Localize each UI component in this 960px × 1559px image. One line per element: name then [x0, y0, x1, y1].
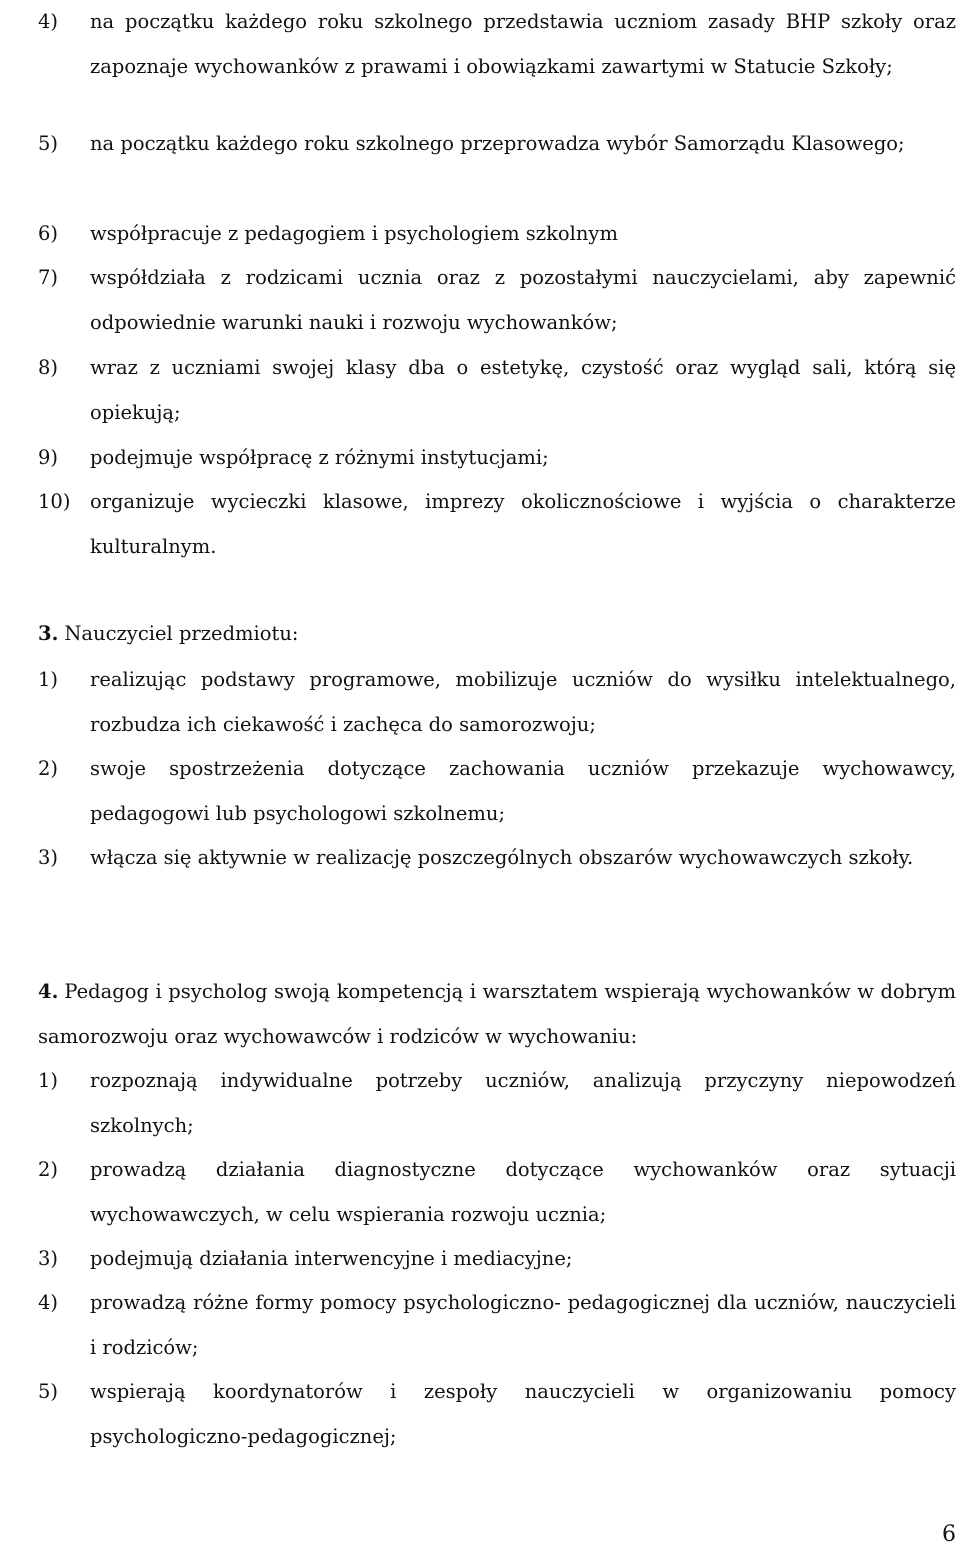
list-item-number: 3)	[38, 1247, 59, 1270]
list-item-text: realizując podstawy programowe, mobilizuje uczniów do wysiłku intelektualnego, rozbudza ich ciekawość i zachęca do samorozwoju;	[90, 668, 956, 736]
list-item-text: wraz z uczniami swojej klasy dba o estetykę, czystość oraz wygląd sali, którą się opiekują;	[90, 356, 956, 424]
list-item-text: podejmuje współpracę z różnymi instytucjami;	[90, 446, 549, 469]
list-item-number: 2)	[38, 757, 59, 780]
section-heading-text: Nauczyciel przedmiotu:	[64, 622, 299, 645]
list-item-text: podejmują działania interwencyjne i mediacyjne;	[90, 1247, 573, 1270]
list-item-number: 1)	[38, 668, 59, 691]
list-item	[38, 1059, 956, 1148]
list-item	[38, 212, 956, 257]
list-item	[38, 1237, 956, 1282]
list-item-text: współdziała z rodzicami ucznia oraz z pozostałymi nauczycielami, aby zapewnić odpowiednie warunki nauki i rozwoju wychowanków;	[90, 266, 956, 334]
list-item-number: 3)	[38, 846, 59, 869]
list-item	[38, 256, 956, 345]
list-item	[38, 658, 956, 747]
section-number: 3.	[38, 622, 59, 645]
list-item-text: prowadzą różne formy pomocy psychologiczno- pedagogicznej dla uczniów, nauczycieli i rodziców;	[90, 1291, 956, 1359]
section-heading-4	[38, 970, 956, 1059]
list-item	[38, 747, 956, 836]
list-item-number: 1)	[38, 1069, 59, 1092]
list-item-text: prowadzą działania diagnostyczne dotyczące wychowanków oraz sytuacji wychowawczych, w celu wspierania rozwoju ucznia;	[90, 1158, 956, 1226]
list-item-text: organizuje wycieczki klasowe, imprezy okolicznościowe i wyjścia o charakterze kulturalnym.	[90, 490, 956, 558]
list-item-number: 4)	[38, 10, 59, 33]
list-item-text: na początku każdego roku szkolnego przedstawia uczniom zasady BHP szkoły oraz zapoznaje wychowanków z prawami i obowiązkami zawartymi w Statucie Szkoły;	[90, 10, 956, 78]
list-item-number: 5)	[38, 1380, 59, 1403]
list-item-text: współpracuje z pedagogiem i psychologiem szkolnym	[90, 222, 618, 245]
list-item-number: 5)	[38, 132, 59, 155]
list-item-number: 6)	[38, 222, 59, 245]
list-item	[38, 1370, 956, 1459]
section-number: 4.	[38, 980, 59, 1003]
list-item	[38, 1148, 956, 1237]
list-item-text: swoje spostrzeżenia dotyczące zachowania uczniów przekazuje wychowawcy, pedagogowi lub psychologowi szkolnemu;	[90, 757, 956, 825]
list-item-number: 10)	[38, 490, 71, 513]
list-item-number: 9)	[38, 446, 59, 469]
list-item	[38, 836, 956, 881]
list-item-number: 7)	[38, 266, 59, 289]
list-item-text: wspierają koordynatorów i zespoły nauczycieli w organizowaniu pomocy psychologiczno-pedagogicznej;	[90, 1380, 956, 1448]
list-item-number: 2)	[38, 1158, 59, 1181]
section-heading-text: Pedagog i psycholog swoją kompetencją i warsztatem wspierają wychowanków w dobrym samorozwoju oraz wychowawców i rodziców w wychowaniu:	[38, 980, 956, 1048]
list-item	[38, 1281, 956, 1370]
list-item-text: rozpoznają indywidualne potrzeby uczniów, analizują przyczyny niepowodzeń szkolnych;	[90, 1069, 956, 1137]
section-heading-3	[38, 612, 956, 657]
list-item	[38, 0, 956, 89]
list-item-number: 4)	[38, 1291, 59, 1314]
list-item	[38, 480, 956, 569]
list-item	[38, 122, 956, 167]
list-item	[38, 346, 956, 435]
list-item-text: na początku każdego roku szkolnego przeprowadza wybór Samorządu Klasowego;	[90, 132, 905, 155]
list-item-number: 8)	[38, 356, 59, 379]
list-item	[38, 436, 956, 481]
list-item-text: włącza się aktywnie w realizację poszczególnych obszarów wychowawczych szkoły.	[90, 846, 914, 869]
page-number: 6	[942, 1522, 956, 1547]
